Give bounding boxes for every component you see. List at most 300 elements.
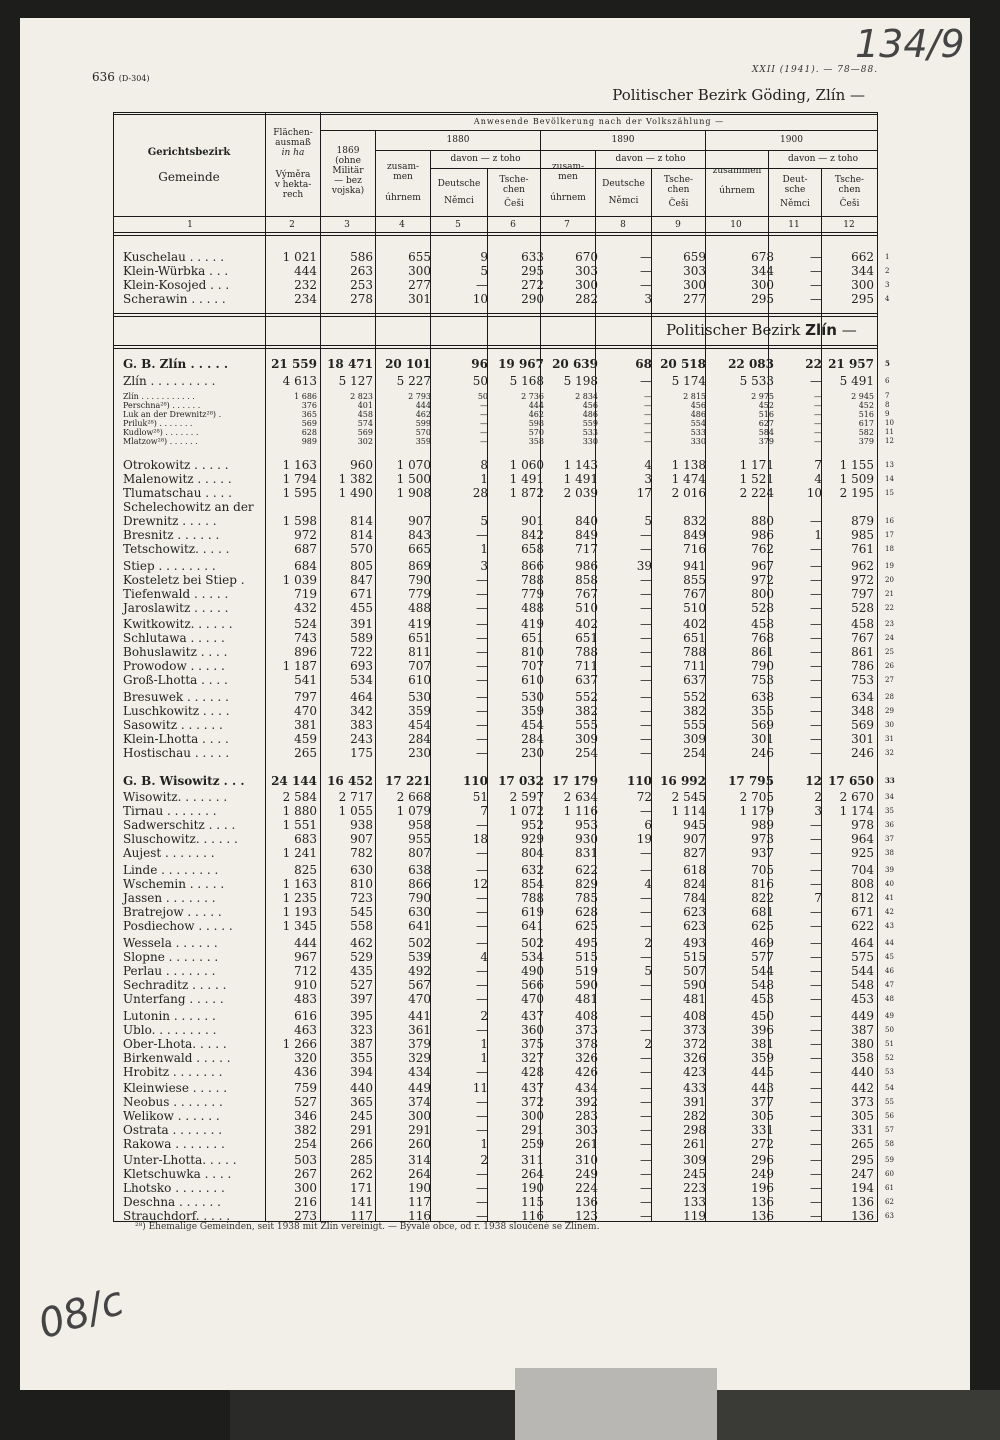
cell-value: 625 — [575, 919, 598, 933]
line-number: 21 — [885, 590, 894, 598]
cell-value: — — [810, 732, 822, 746]
cell-value: 387 — [851, 1023, 874, 1037]
hdr-1869-l4: — bez — [334, 176, 362, 186]
cell-value: 394 — [350, 1065, 373, 1079]
cell-value: 2 545 — [671, 790, 706, 804]
cell-value: 1 345 — [282, 919, 317, 933]
cell-value: — — [640, 690, 652, 704]
line-number: 20 — [885, 576, 894, 584]
line-number: 42 — [885, 908, 894, 916]
cell-value: — — [814, 392, 822, 401]
cell-value: 68 — [635, 357, 652, 371]
column-number: 12 — [843, 220, 855, 230]
municipality-name: Kosteletz bei Stiep . — [123, 573, 245, 587]
cell-value: 638 — [408, 863, 431, 877]
cell-value: 907 — [350, 832, 373, 846]
table-row — [0, 528, 1000, 542]
line-number: 19 — [885, 562, 894, 570]
cell-value: 582 — [858, 428, 874, 437]
cell-value: 599 — [415, 419, 431, 428]
cell-value: 301 — [851, 732, 874, 746]
cell-value: 309 — [575, 732, 598, 746]
cell-value: — — [476, 573, 488, 587]
cell-value: 234 — [294, 292, 317, 306]
cell-value: 374 — [408, 1095, 431, 1109]
hdr-rule-b — [375, 150, 877, 151]
cell-value: — — [480, 437, 488, 446]
hdr-1869 — [321, 146, 375, 196]
cell-value: 284 — [408, 732, 431, 746]
column-number: 8 — [620, 220, 626, 230]
cell-value: 1 500 — [396, 472, 431, 486]
table-row — [0, 292, 1000, 306]
hdr-cz-1880-b: chen — [503, 185, 525, 195]
hdr-zus-1880-a: zusam- — [386, 162, 420, 172]
cell-value: 110 — [626, 774, 652, 788]
cell-value: 622 — [575, 863, 598, 877]
hdr-area-cz2: v hekta- — [274, 180, 312, 190]
cell-value: 254 — [294, 1137, 317, 1151]
cell-value: 577 — [751, 950, 774, 964]
cell-value: — — [810, 1081, 822, 1095]
cell-value: 1 490 — [338, 486, 373, 500]
cell-value: 17 — [636, 486, 652, 500]
cell-value: 3 — [644, 292, 652, 306]
column-number: 10 — [730, 220, 742, 230]
cell-value: 260 — [408, 1137, 431, 1151]
municipality-name: Kudlow²⁸) . . . . . . . — [123, 428, 199, 437]
cell-value: 625 — [751, 919, 774, 933]
cell-value: 2 793 — [408, 392, 431, 401]
cell-value: 2 670 — [839, 790, 874, 804]
cell-value: 348 — [851, 704, 874, 718]
cell-value: — — [814, 401, 822, 410]
cell-value: 267 — [294, 1167, 317, 1181]
municipality-name: Zlín . . . . . . . . . . . — [123, 392, 195, 401]
cell-value: 2 — [814, 790, 822, 804]
cell-value: — — [810, 374, 822, 388]
line-number: 60 — [885, 1170, 894, 1178]
cell-value: 21 559 — [271, 357, 317, 371]
cell-value: 18 471 — [327, 357, 373, 371]
cell-value: 541 — [294, 673, 317, 687]
cell-value: 3 — [644, 472, 652, 486]
cell-value: 824 — [683, 877, 706, 891]
cell-value: 544 — [851, 964, 874, 978]
cell-value: 454 — [408, 718, 431, 732]
cell-value: 300 — [408, 264, 431, 278]
cell-value: 436 — [294, 1065, 317, 1079]
cell-value: 378 — [575, 1037, 598, 1051]
cell-value: — — [640, 1109, 652, 1123]
cell-value: 379 — [408, 1037, 431, 1051]
cell-value: — — [476, 278, 488, 292]
cell-value: 548 — [751, 978, 774, 992]
line-number: 23 — [885, 620, 894, 628]
cell-value: 812 — [851, 891, 874, 905]
cell-value: — — [640, 250, 652, 264]
cell-value: — — [810, 645, 822, 659]
cell-value: 866 — [521, 559, 544, 573]
cell-value: 266 — [350, 1137, 373, 1151]
cell-value: 529 — [350, 950, 373, 964]
hdr-nemci-1880: Němci — [444, 196, 474, 206]
cell-value: 230 — [408, 746, 431, 760]
hdr-area-cz1: Výměra — [275, 170, 311, 180]
cell-value: 1 055 — [338, 804, 373, 818]
cell-value: 20 518 — [660, 357, 706, 371]
cell-value: — — [476, 601, 488, 615]
cell-value: 408 — [683, 1009, 706, 1023]
line-number: 38 — [885, 849, 894, 857]
cell-value: — — [476, 1181, 488, 1195]
cell-value: 375 — [521, 1037, 544, 1051]
cell-value: 434 — [575, 1081, 598, 1095]
cell-value: — — [810, 1167, 822, 1181]
cell-value: 10 — [472, 292, 488, 306]
line-number: 61 — [885, 1184, 894, 1192]
cell-value: 622 — [851, 919, 874, 933]
cell-value: 1 193 — [282, 905, 317, 919]
hdr-davon-1900: davon — z toho — [787, 154, 858, 164]
line-number: 52 — [885, 1054, 894, 1062]
cell-value: 249 — [575, 1167, 598, 1181]
cell-value: 849 — [683, 528, 706, 542]
cell-value: 454 — [521, 718, 544, 732]
cell-value: 962 — [851, 559, 874, 573]
cell-value: 245 — [350, 1109, 373, 1123]
cell-value: — — [810, 1023, 822, 1037]
cell-value: 5 198 — [563, 374, 598, 388]
cell-value: 880 — [751, 514, 774, 528]
cell-value: 133 — [683, 1195, 706, 1209]
cell-value: 861 — [751, 645, 774, 659]
section-rule-1 — [113, 313, 878, 314]
cell-value: 958 — [408, 818, 431, 832]
cell-value: — — [476, 936, 488, 950]
municipality-name: Klein-Lhotta . . . . — [123, 732, 229, 746]
municipality-name: Bresuwek . . . . . . — [123, 690, 229, 704]
municipality-name: Priluk²⁸) . . . . . . . — [123, 419, 193, 428]
cell-value: 590 — [575, 978, 598, 992]
cell-value: — — [476, 919, 488, 933]
cell-value: 2 815 — [683, 392, 706, 401]
cell-value: 5 — [644, 514, 652, 528]
cell-value: 17 032 — [498, 774, 544, 788]
cell-value: 437 — [521, 1009, 544, 1023]
cell-value: — — [640, 1095, 652, 1109]
cell-value: 5 174 — [671, 374, 706, 388]
cell-value: 1 — [480, 1137, 488, 1151]
table-row — [0, 659, 1000, 673]
municipality-name: Mlatzow²⁸) . . . . . . — [123, 437, 198, 446]
cell-value: 464 — [851, 936, 874, 950]
cell-value: 458 — [357, 410, 373, 419]
hdr-davon-1890: davon — z toho — [615, 154, 686, 164]
cell-value: 2 736 — [521, 392, 544, 401]
municipality-name: Bratrejow . . . . . — [123, 905, 222, 919]
cell-value: 10 — [806, 486, 822, 500]
footnote: ²⁸) Ehemalige Gemeinden, seit 1938 mit Zlín vereinigt. — Bývalé obce, od r. 1938 sloučené se Zlínem. — [135, 1222, 600, 1232]
cell-value: 391 — [683, 1095, 706, 1109]
cell-value: 5 491 — [839, 374, 874, 388]
table-row — [0, 790, 1000, 804]
district-title-prefix: Politischer Bezirk — [666, 321, 806, 339]
cell-value: 296 — [751, 1153, 774, 1167]
cell-value: 435 — [350, 964, 373, 978]
cell-value: 359 — [751, 1051, 774, 1065]
cell-value: — — [810, 1051, 822, 1065]
cell-value: — — [476, 891, 488, 905]
cell-value: 683 — [294, 832, 317, 846]
cell-value: 346 — [294, 1109, 317, 1123]
cell-value: 365 — [301, 410, 317, 419]
line-number: 63 — [885, 1212, 894, 1220]
municipality-name: Tirnau . . . . . . . — [123, 804, 217, 818]
cell-value: — — [810, 1153, 822, 1167]
cell-value: 866 — [408, 877, 431, 891]
hdr-area — [266, 128, 320, 158]
cell-value: 1 143 — [563, 458, 598, 472]
cell-value: 110 — [462, 774, 488, 788]
cell-value: 1 138 — [671, 458, 706, 472]
table-row — [0, 357, 1000, 371]
cell-value: 901 — [521, 514, 544, 528]
cell-value: 117 — [350, 1209, 373, 1223]
municipality-name: Malenowitz . . . . . — [123, 472, 232, 486]
page-number: 636 (D-304) — [92, 70, 150, 84]
cell-value: 264 — [408, 1167, 431, 1181]
line-number: 10 — [885, 419, 894, 427]
municipality-name: Posdiechow . . . . . — [123, 919, 233, 933]
cell-value: 610 — [521, 673, 544, 687]
hdr-area-l3: in ha — [281, 148, 305, 158]
cell-value: 761 — [851, 542, 874, 556]
line-number: 46 — [885, 967, 894, 975]
cell-value: 330 — [690, 437, 706, 446]
hdr-cz-1890-b: chen — [667, 185, 690, 195]
table-row — [0, 673, 1000, 687]
cell-value: 246 — [851, 746, 874, 760]
cell-value: 1 — [480, 542, 488, 556]
cell-value: — — [810, 1009, 822, 1023]
cell-value: 655 — [408, 250, 431, 264]
municipality-name: Bresnitz . . . . . . — [123, 528, 220, 542]
hdr-area-cz3: rech — [282, 190, 304, 200]
cell-value: 458 — [751, 617, 774, 631]
cell-value: 5 — [480, 514, 488, 528]
cell-value: — — [810, 250, 822, 264]
hdr-de-1900-c: Němci — [780, 199, 810, 209]
cell-value: 2 945 — [851, 392, 874, 401]
cell-value: 1 070 — [396, 458, 431, 472]
cell-value: — — [814, 428, 822, 437]
cell-value: — — [476, 978, 488, 992]
cell-value: 2 823 — [350, 392, 373, 401]
cell-value: 638 — [751, 690, 774, 704]
municipality-name: Unter-Lhotta. . . . . — [123, 1153, 237, 1167]
line-number: 11 — [885, 428, 894, 436]
cell-value: 21 957 — [828, 357, 874, 371]
cell-value: 261 — [683, 1137, 706, 1151]
cell-value: 972 — [294, 528, 317, 542]
cell-value: 441 — [408, 1009, 431, 1023]
cell-value: 291 — [350, 1123, 373, 1137]
cell-value: 136 — [851, 1209, 874, 1223]
cell-value: 938 — [350, 818, 373, 832]
cell-value: 552 — [575, 690, 598, 704]
cell-value: 434 — [408, 1065, 431, 1079]
table-row — [0, 419, 1000, 428]
municipality-name: Hostischau . . . . . — [123, 746, 230, 760]
cell-value: 858 — [575, 573, 598, 587]
cell-value: 136 — [851, 1195, 874, 1209]
table-row — [0, 542, 1000, 556]
cell-value: 2 195 — [839, 486, 874, 500]
cell-value: 261 — [575, 1137, 598, 1151]
municipality-name: Wschemin . . . . . — [123, 877, 225, 891]
cell-value: 861 — [851, 645, 874, 659]
cell-value: — — [476, 690, 488, 704]
cell-value: 641 — [521, 919, 544, 933]
cell-value: — — [476, 1095, 488, 1109]
cell-value: 426 — [575, 1065, 598, 1079]
municipality-name: Sasowitz . . . . . . — [123, 718, 223, 732]
table-row — [0, 631, 1000, 645]
line-number: 55 — [885, 1098, 894, 1106]
cell-value: 136 — [751, 1195, 774, 1209]
cell-value: 1 171 — [739, 458, 774, 472]
cell-value: — — [640, 659, 652, 673]
cell-value: 16 452 — [327, 774, 373, 788]
line-number: 13 — [885, 461, 894, 469]
cell-value: 1 474 — [671, 472, 706, 486]
cell-value: 641 — [408, 919, 431, 933]
cell-value: 17 650 — [828, 774, 874, 788]
cell-value: 515 — [575, 950, 598, 964]
table-row — [0, 458, 1000, 472]
cell-value: 295 — [751, 292, 774, 306]
cell-value: 277 — [408, 278, 431, 292]
cell-value: 115 — [521, 1195, 544, 1209]
cell-value: 964 — [851, 832, 874, 846]
hdr-davon-1880: davon — z toho — [450, 154, 521, 164]
cell-value: 4 — [480, 950, 488, 964]
cell-value: — — [640, 1209, 652, 1223]
municipality-name: Birkenwald . . . . . — [123, 1051, 231, 1065]
cell-value: 671 — [851, 905, 874, 919]
column-number: 11 — [788, 220, 800, 230]
cell-value: 359 — [521, 704, 544, 718]
cell-value: 1 072 — [509, 804, 544, 818]
table-row — [0, 905, 1000, 919]
cell-value: 6 — [644, 818, 652, 832]
cell-value: — — [476, 992, 488, 1006]
table-row — [0, 690, 1000, 704]
cell-value: 360 — [521, 1023, 544, 1037]
cell-value: — — [810, 846, 822, 860]
table-row — [0, 818, 1000, 832]
cell-value: 495 — [575, 936, 598, 950]
cell-value: — — [640, 718, 652, 732]
cell-value: — — [640, 278, 652, 292]
municipality-name: Linde . . . . . . . . — [123, 863, 219, 877]
cell-value: 456 — [690, 401, 706, 410]
cell-value: — — [814, 437, 822, 446]
cell-value: — — [640, 919, 652, 933]
cell-value: 301 — [408, 292, 431, 306]
cell-value: 284 — [521, 732, 544, 746]
cell-value: — — [476, 1209, 488, 1223]
cell-value: 4 — [644, 458, 652, 472]
cell-value: 989 — [751, 818, 774, 832]
cell-value: 1 021 — [282, 250, 317, 264]
hdr-rule-d — [113, 216, 878, 217]
cell-value: 788 — [683, 645, 706, 659]
municipality-name: Groß-Lhotta . . . . — [123, 673, 228, 687]
cell-value: 528 — [851, 601, 874, 615]
cell-value: 455 — [350, 601, 373, 615]
cell-value: 516 — [758, 410, 774, 419]
cell-value: — — [644, 419, 652, 428]
column-number: 9 — [675, 220, 681, 230]
cell-value: 428 — [521, 1065, 544, 1079]
cell-value: — — [810, 1209, 822, 1223]
line-number: 33 — [885, 776, 895, 785]
cell-value: 502 — [521, 936, 544, 950]
table-row — [0, 891, 1000, 905]
cell-value: 590 — [683, 978, 706, 992]
cell-value: — — [810, 905, 822, 919]
municipality-name: Lhotsko . . . . . . . — [123, 1181, 225, 1195]
cell-value: 469 — [751, 936, 774, 950]
cell-value: 528 — [751, 601, 774, 615]
line-number: 24 — [885, 634, 894, 642]
cell-value: 12 — [472, 877, 488, 891]
cell-value: 432 — [294, 601, 317, 615]
table-row — [0, 1167, 1000, 1181]
cell-value: 570 — [528, 428, 544, 437]
cell-value: 767 — [683, 587, 706, 601]
hdr-de-1900 — [769, 175, 821, 209]
cell-value: 7 — [480, 804, 488, 818]
line-number: 31 — [885, 735, 894, 743]
line-number: 4 — [885, 295, 890, 303]
cell-value: 2 597 — [509, 790, 544, 804]
line-number: 57 — [885, 1126, 894, 1134]
table-row — [0, 1009, 1000, 1023]
cell-value: 827 — [683, 846, 706, 860]
table-row — [0, 1037, 1000, 1051]
cell-value: — — [810, 659, 822, 673]
cell-value: 986 — [751, 528, 774, 542]
table-row — [0, 472, 1000, 486]
cell-value: — — [640, 601, 652, 615]
cell-value: 331 — [751, 1123, 774, 1137]
cell-value: — — [810, 673, 822, 687]
cell-value: 711 — [683, 659, 706, 673]
cell-value: — — [810, 514, 822, 528]
table-row — [0, 1181, 1000, 1195]
table-row — [0, 804, 1000, 818]
section-rule-3 — [113, 345, 878, 346]
cell-value: 651 — [408, 631, 431, 645]
cell-value: — — [810, 573, 822, 587]
cell-value: 440 — [350, 1081, 373, 1095]
cell-value: 245 — [683, 1167, 706, 1181]
cell-value: 785 — [575, 891, 598, 905]
line-number: 3 — [885, 281, 890, 289]
